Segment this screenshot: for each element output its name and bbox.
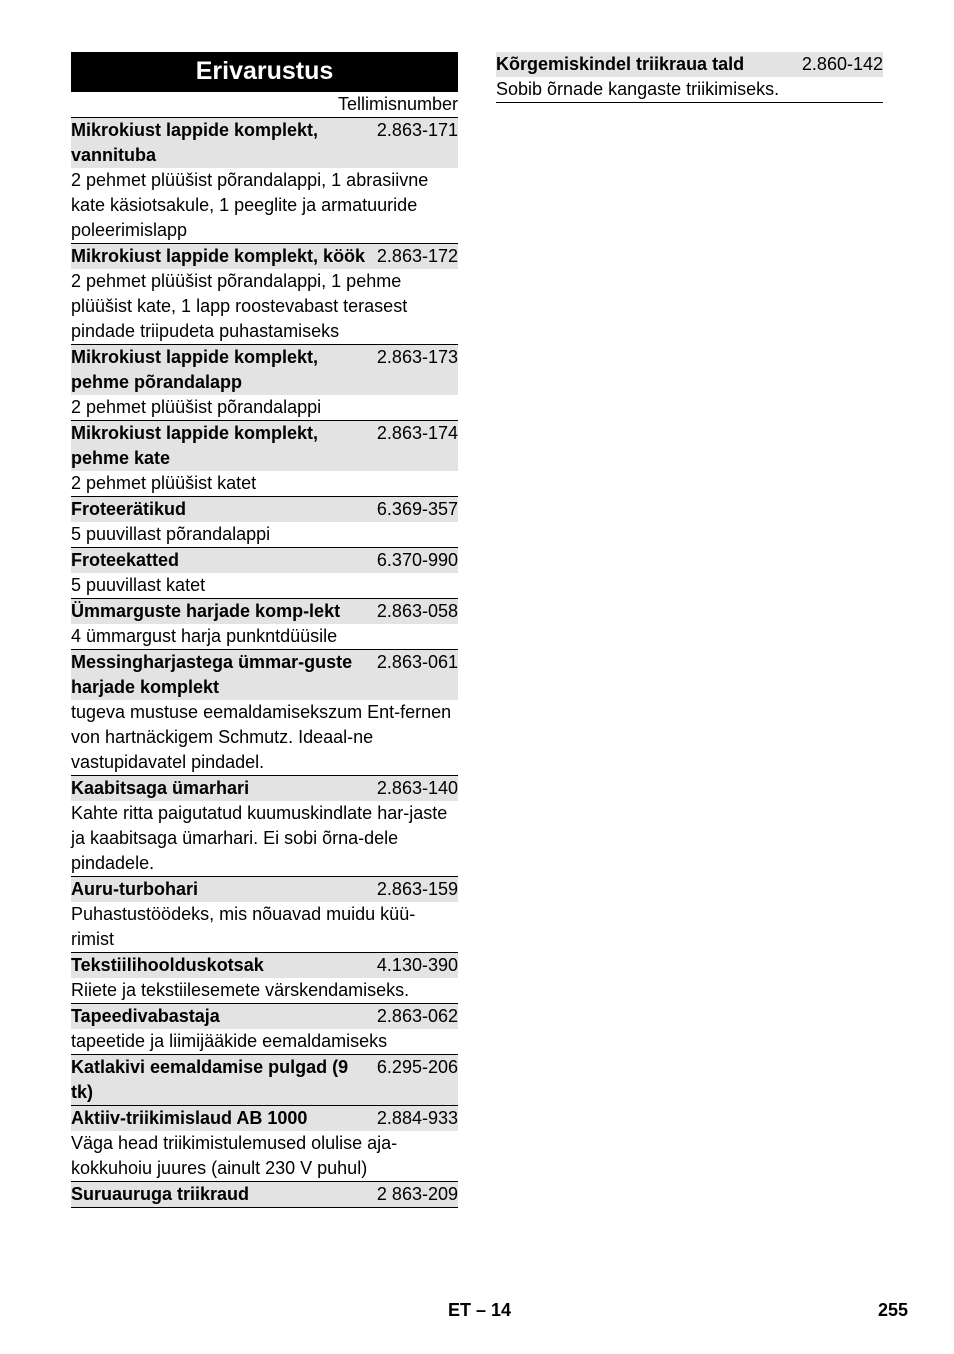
accessory-description: Kahte ritta paigutatud kuumuskindlate har-jaste ja kaabitsaga ümarhari. Ei sobi õrna-dele pindadele.	[71, 803, 448, 873]
footer-language-page: ET – 14	[448, 1300, 512, 1320]
accessory-description: Sobib õrnade kangaste triikimiseks.	[496, 79, 780, 99]
order-number: 2.863-058	[376, 601, 458, 621]
accessory-name: Froteerätikud	[71, 499, 187, 519]
accessory-name: Aktiiv-triikimislaud AB 1000	[71, 1108, 308, 1128]
order-number: 2 863-209	[376, 1184, 458, 1204]
order-number: 2.863-172	[376, 246, 458, 266]
accessory-description: tugeva mustuse eemaldamisekszum Ent-fernen von hartnäckigem Schmutz. Ideaal-ne vastupidavatel pindadel.	[71, 702, 452, 772]
order-number: 4.130-390	[376, 955, 458, 975]
accessory-header	[71, 776, 458, 801]
footer-page-number: 255	[878, 1300, 909, 1320]
order-number: 6.369-357	[376, 499, 458, 519]
accessory-name: Suruauruga triikraud	[71, 1184, 250, 1204]
accessory-item	[71, 1004, 458, 1055]
accessory-item	[71, 345, 458, 421]
accessory-item	[71, 650, 458, 776]
accessories-column-right	[496, 52, 883, 103]
accessory-header	[71, 1004, 458, 1029]
accessory-item	[71, 421, 458, 497]
order-number: 6.370-990	[376, 550, 458, 570]
accessory-item	[71, 877, 458, 953]
accessory-header	[71, 650, 458, 700]
accessory-name: Froteekatted	[71, 550, 180, 570]
accessory-item	[496, 52, 883, 103]
accessory-name: Tapeedivabastaja	[71, 1006, 220, 1026]
accessory-description: 2 pehmet plüüšist põrandalappi, 1 abrasiivne kate käsiotsakule, 1 peeglite ja armatuuride poleerimislapp	[71, 170, 429, 240]
accessory-header	[71, 548, 458, 573]
accessory-header	[71, 1106, 458, 1131]
accessory-description: 4 ümmargust harja punkntdüüsile	[71, 626, 338, 646]
accessory-description: 2 pehmet plüüšist põrandalappi	[71, 397, 322, 417]
accessory-name: Tekstiilihoolduskotsak	[71, 955, 264, 975]
accessory-item	[71, 118, 458, 244]
accessory-name: Auru-turbohari	[71, 879, 198, 899]
accessory-header	[71, 244, 458, 269]
accessory-header	[496, 52, 883, 77]
accessory-header	[71, 497, 458, 522]
order-number: 2.884-933	[376, 1108, 458, 1128]
accessory-item	[71, 548, 458, 599]
accessory-name: Katlakivi eemaldamise pulgad (9 tk)	[71, 1057, 349, 1102]
accessory-header	[71, 1055, 458, 1105]
order-number: 2.863-061	[376, 652, 458, 672]
order-number: 2.863-171	[376, 120, 458, 140]
accessory-description: Riiete ja tekstiilesemete värskendamiseks.	[71, 980, 410, 1000]
accessory-description: Väga head triikimistulemused olulise aja-kokkuhoiu juures (ainult 230 V puhul)	[71, 1133, 398, 1178]
accessory-header	[71, 118, 458, 168]
accessory-description: 2 pehmet plüüšist katet	[71, 473, 257, 493]
accessories-column-left	[71, 52, 458, 1208]
accessory-header	[71, 421, 458, 471]
accessory-description: Puhastustöödeks, mis nõuavad muidu küü-rimist	[71, 904, 416, 949]
accessory-name: Kõrgemiskindel triikraua tald	[496, 54, 745, 74]
accessory-item	[71, 599, 458, 650]
order-number: 2.860-142	[801, 54, 883, 74]
accessory-description: 2 pehmet plüüšist põrandalappi, 1 pehme plüüšist kate, 1 lapp roostevabast terasest pindade triipudeta puhastamiseks	[71, 271, 408, 341]
accessory-item	[71, 1055, 458, 1106]
order-number-header: Tellimisnumber	[71, 92, 458, 118]
accessory-name: Mikrokiust lappide komplekt, köök	[71, 246, 366, 266]
accessory-name: Mikrokiust lappide komplekt, pehme kate	[71, 423, 319, 468]
accessory-list	[71, 118, 458, 1208]
order-number: 2.863-140	[376, 778, 458, 798]
accessory-name: Messingharjastega ümmar-guste harjade komplekt	[71, 652, 353, 697]
accessory-list-right	[496, 52, 883, 103]
accessory-description: 5 puuvillast põrandalappi	[71, 524, 271, 544]
order-number: 6.295-206	[376, 1057, 458, 1077]
accessory-description: 5 puuvillast katet	[71, 575, 206, 595]
order-number: 2.863-174	[376, 423, 458, 443]
accessory-description: tapeetide ja liimijääkide eemaldamiseks	[71, 1031, 388, 1051]
accessory-item	[71, 244, 458, 345]
accessory-name: Mikrokiust lappide komplekt, pehme põrandalapp	[71, 347, 319, 392]
accessory-item	[71, 497, 458, 548]
accessory-name: Kaabitsaga ümarhari	[71, 778, 250, 798]
accessory-item	[71, 953, 458, 1004]
order-number: 2.863-173	[376, 347, 458, 367]
accessory-name: Ümmarguste harjade komp-lekt	[71, 601, 341, 621]
order-number: 2.863-062	[376, 1006, 458, 1026]
accessory-item	[71, 1106, 458, 1182]
accessory-header	[71, 599, 458, 624]
accessory-header	[71, 1182, 458, 1207]
accessory-header	[71, 953, 458, 978]
accessory-item	[71, 1182, 458, 1208]
accessory-item	[71, 776, 458, 877]
order-number: 2.863-159	[376, 879, 458, 899]
section-title: Erivarustus	[71, 52, 458, 92]
accessory-name: Mikrokiust lappide komplekt, vannituba	[71, 120, 319, 165]
accessory-header	[71, 345, 458, 395]
accessory-header	[71, 877, 458, 902]
